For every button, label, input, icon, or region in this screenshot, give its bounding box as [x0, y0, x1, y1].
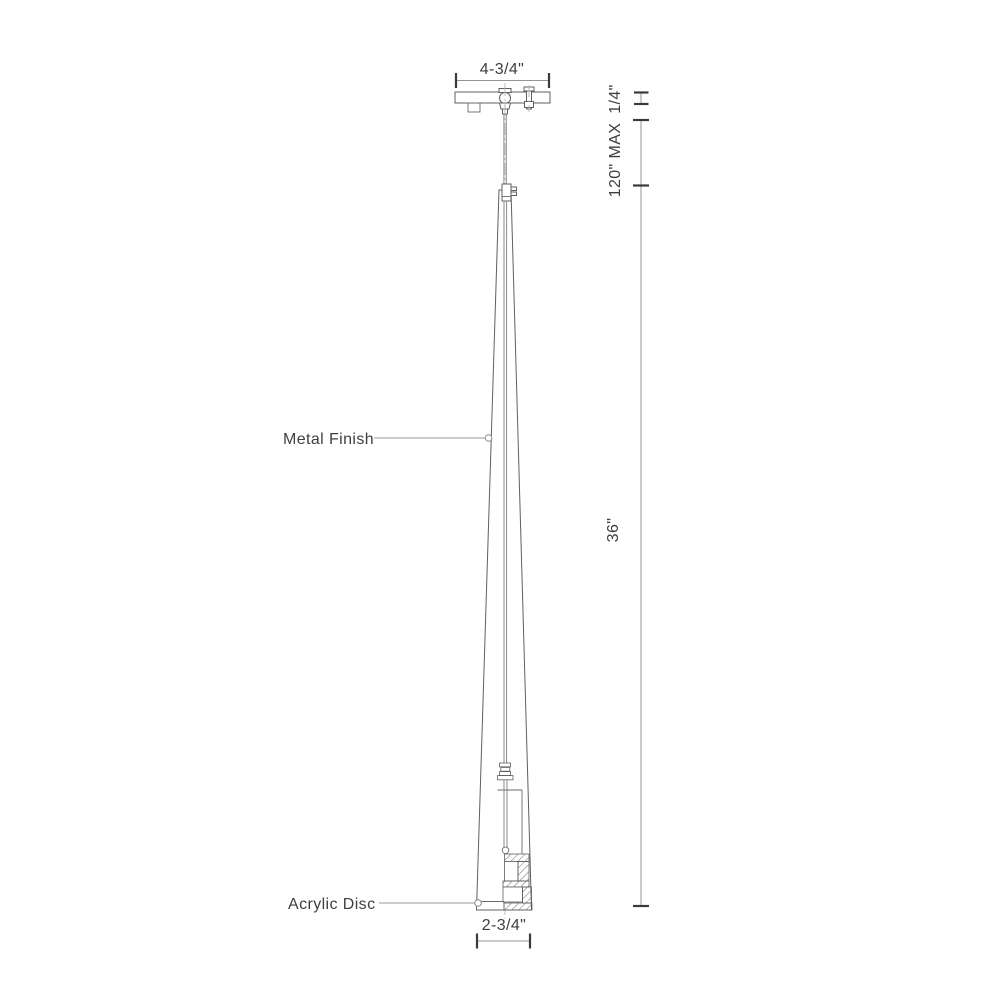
metal-finish-label: Metal Finish: [283, 431, 375, 448]
label-metal-finish: [283, 431, 492, 448]
strain-relief-fitting: [499, 84, 511, 117]
ceiling-canopy: [455, 84, 550, 117]
canopy-clip: [468, 103, 480, 112]
cable-end-ball: [502, 847, 509, 854]
mid-plate-section: [503, 881, 529, 887]
acrylic-disc-label: Acrylic Disc: [288, 896, 376, 913]
dim-canopy-width: [456, 61, 549, 88]
canopy-width-value: 4-3/4": [479, 61, 525, 78]
label-acrylic-disc: [288, 896, 481, 913]
shade-height-value: 36": [605, 517, 622, 543]
suspension-max-value: 120" MAX: [607, 122, 624, 198]
acrylic-disc-leader-dot: [475, 900, 482, 907]
cable-gripper-fitting: [502, 184, 517, 201]
bottom-ring-section: [504, 903, 532, 910]
lamp-cavity: [503, 887, 523, 902]
dim-suspension-max: [607, 119, 649, 906]
dim-shade-bottom-width: [477, 917, 530, 949]
driver-cavity: [505, 862, 519, 882]
heat-sink-side-section: [518, 862, 529, 882]
metal-finish-leader-dot: [485, 435, 492, 442]
canopy-thickness-value: 1/4": [607, 84, 624, 114]
dim-canopy-thickness: [607, 84, 649, 114]
lower-wall-section: [523, 887, 532, 903]
dim-shade-height: [605, 518, 649, 906]
shade-bottom-width-value: 2-3/4": [481, 917, 527, 934]
heat-sink-top-section: [505, 854, 530, 862]
